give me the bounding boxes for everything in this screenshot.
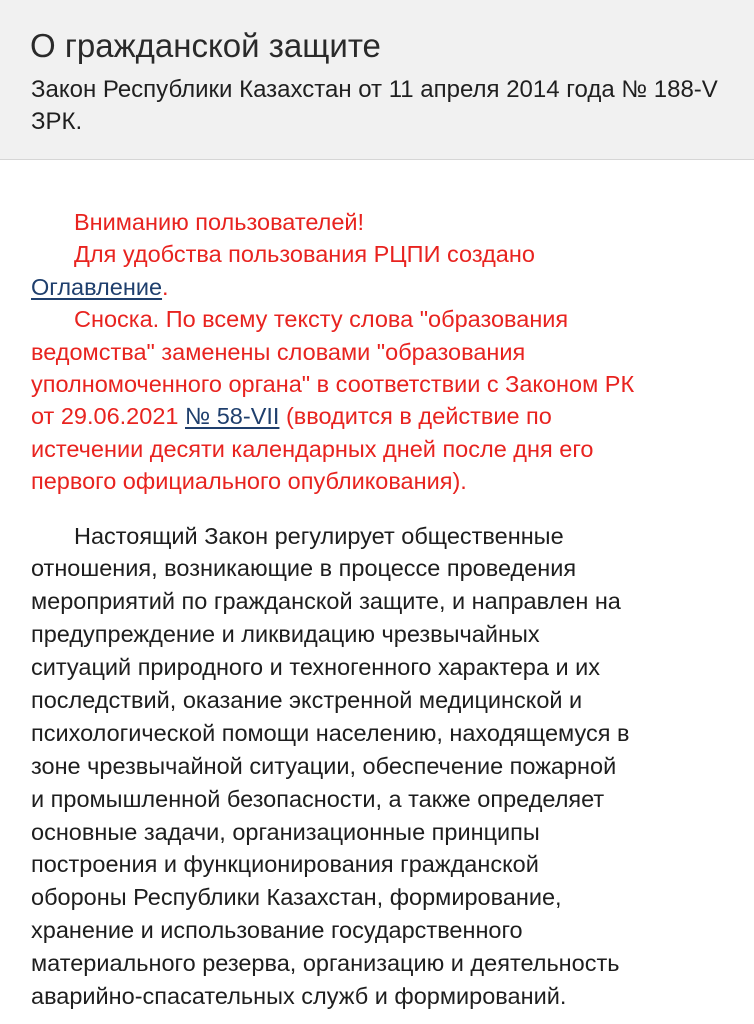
preamble-line: и промышленной безопасности, а также определяет [31,785,605,812]
preamble-line: обороны Республики Казахстан, формирование, [31,884,562,911]
footnote-line-1: Сноска. По всему тексту слова "образования [74,306,569,333]
toc-period: . [162,273,169,300]
notice-toc-text: Для удобства пользования РЦПИ создано [74,241,535,268]
preamble-line: построения и функционирования гражданской [31,851,539,878]
preamble-line: материального резерва, организацию и деятельность [31,950,620,977]
preamble-line: психологической помощи населению, находящемуся в [31,719,630,746]
footnote-effect: (вводится в действие по [285,403,552,430]
preamble-line: мероприятий по гражданской защите, и направлен на [31,588,621,615]
notice-attention: Вниманию пользователей! [74,209,365,235]
preamble-line: последствий, оказание экстренной медицинской и [31,686,583,713]
user-notice [31,206,731,498]
footnote-line-4 [31,400,731,432]
footnote-line-6: первого официального опубликования). [31,468,467,495]
footnote-line-5: истечении десяти календарных дней после дня его [31,435,594,462]
footnote-date: от 29.06.2021 [31,403,179,430]
document-body [31,206,731,1013]
preamble-line: основные задачи, организационные принципы [31,818,540,845]
preamble-line: зоне чрезвычайной ситуации, обеспечение пожарной [31,752,617,779]
page-title: О гражданской защите [30,27,381,64]
preamble-line: хранение и использование государственного [31,917,523,944]
notice-toc-line [31,271,731,303]
footnote-line-3: уполномоченного органа" в соответствии с Законом РК [31,370,635,397]
preamble-line: ситуаций природного и техногенного характера и их [31,654,600,681]
law-58-vii-link[interactable]: № 58-VII [185,403,280,430]
toc-link[interactable]: Оглавление [31,273,163,300]
preamble-paragraph [31,520,731,1013]
preamble-line: предупреждение и ликвидацию чрезвычайных [31,621,540,648]
footnote-line-2: ведомства" заменены словами "образования [31,338,526,365]
document-header [0,0,754,160]
preamble-line: Настоящий Закон регулирует общественные [74,522,564,549]
preamble-line: аварийно-спасательных служб и формирований. [31,982,567,1009]
law-reference: Закон Республики Казахстан от 11 апреля 2014 года № 188-V ЗРК. [31,76,718,135]
preamble-line: отношения, возникающие в процессе проведения [31,555,577,582]
